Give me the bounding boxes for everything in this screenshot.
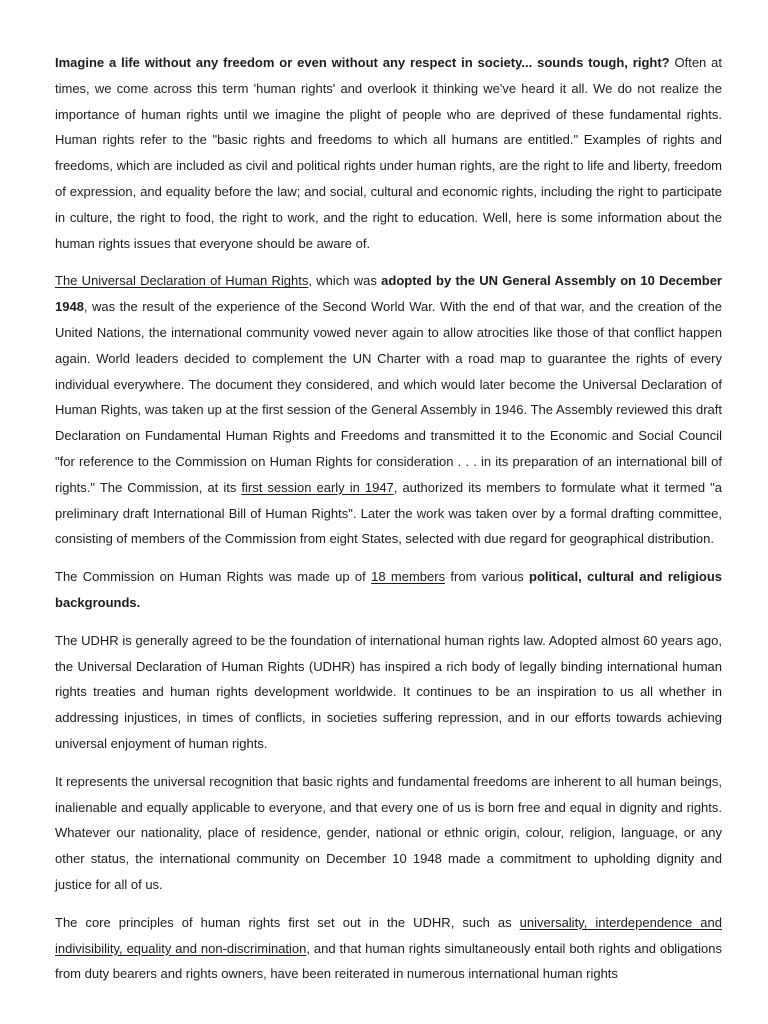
underlined-text: The Universal Declaration of Human Rights <box>55 273 309 289</box>
paragraph <box>55 268 722 552</box>
paragraph <box>55 910 722 987</box>
text-run: The core principles of human rights first set out in the UDHR, such as <box>55 914 520 930</box>
text-run: Often at times, we come across this term 'human rights' and overlook it thinking we've heard it all. We do not realize the importance of human rights until we imagine the plight of people who are deprived of these fundamental rights. Human rights refer to the "basic rights and freedoms to which all humans are entitled." Examples of rights and freedoms, which are included as civil and political rights under human rights, are the right to life and liberty, freedom of expression, and equality before the law; and social, cultural and economic rights, including the right to participate in culture, the right to food, the right to work, and the right to education. Well, here is some information about the human rights issues that everyone should be aware of. <box>55 55 722 251</box>
underlined-text: universality, interdependence and indivisibility, equality and non-discrimination <box>55 914 722 956</box>
underlined-text: first session early in 1947 <box>241 479 394 495</box>
text-run: , was the result of the experience of the Second World War. With the end of that war, and the creation of the United Nations, the international community vowed never again to allow atrocities like those of that conflict happen again. World leaders decided to complement the UN Charter with a road map to guarantee the rights of every individual everywhere. The document they considered, and which would later become the Universal Declaration of Human Rights, was taken up at the first session of the General Assembly in 1946. The Assembly reviewed this draft Declaration on Fundamental Human Rights and Freedoms and transmitted it to the Economic and Social Council "for reference to the Commission on Human Rights for consideration . . . in its preparation of an international bill of rights." The Commission, at its <box>55 299 722 495</box>
text-run: from various <box>445 569 530 585</box>
text-run: The Commission on Human Rights was made up of <box>55 569 372 585</box>
text-run: , and that human rights simultaneously entail both rights and obligations from duty bearers and rights owners, have been reiterated in numerous international human rights <box>55 940 722 982</box>
text-run: The UDHR is generally agreed to be the foundation of international human rights law. Adopted almost 60 years ago, the Universal Declaration of Human Rights (UDHR) has inspired a rich body of legally binding international human rights treaties and human rights development worldwide. It continues to be an inspiration to us all whether in addressing injustices, in times of conflicts, in societies suffering repression, and in our efforts towards achieving universal enjoyment of human rights. <box>55 632 722 751</box>
paragraph <box>55 628 722 757</box>
paragraph <box>55 50 722 256</box>
bold-text: political, cultural and religious backgrounds. <box>55 569 723 610</box>
text-run: , which was <box>308 273 382 289</box>
text-run: , authorized its members to formulate what it termed "a preliminary draft International Bill of Human Rights". Later the work was taken over by a formal drafting committee, consisting of members of the Commission from eight States, selected with due regard for geographical distribution. <box>55 479 722 547</box>
text-run: It represents the universal recognition that basic rights and fundamental freedoms are inherent to all human beings, inalienable and equally applicable to everyone, and that every one of us is born free and equal in dignity and rights. Whatever our nationality, place of residence, gender, national or ethnic origin, colour, religion, language, or any other status, the international community on December 10 1948 made a commitment to upholding dignity and justice for all of us. <box>55 773 722 892</box>
bold-text: Imagine a life without any freedom or even without any respect in society... sounds tough, right? <box>55 55 670 70</box>
underlined-text: 18 members <box>371 569 446 585</box>
paragraph <box>55 564 722 616</box>
paragraph <box>55 769 722 898</box>
document-body <box>55 50 722 999</box>
bold-text: adopted by the UN General Assembly on 10 December 1948 <box>55 273 722 315</box>
